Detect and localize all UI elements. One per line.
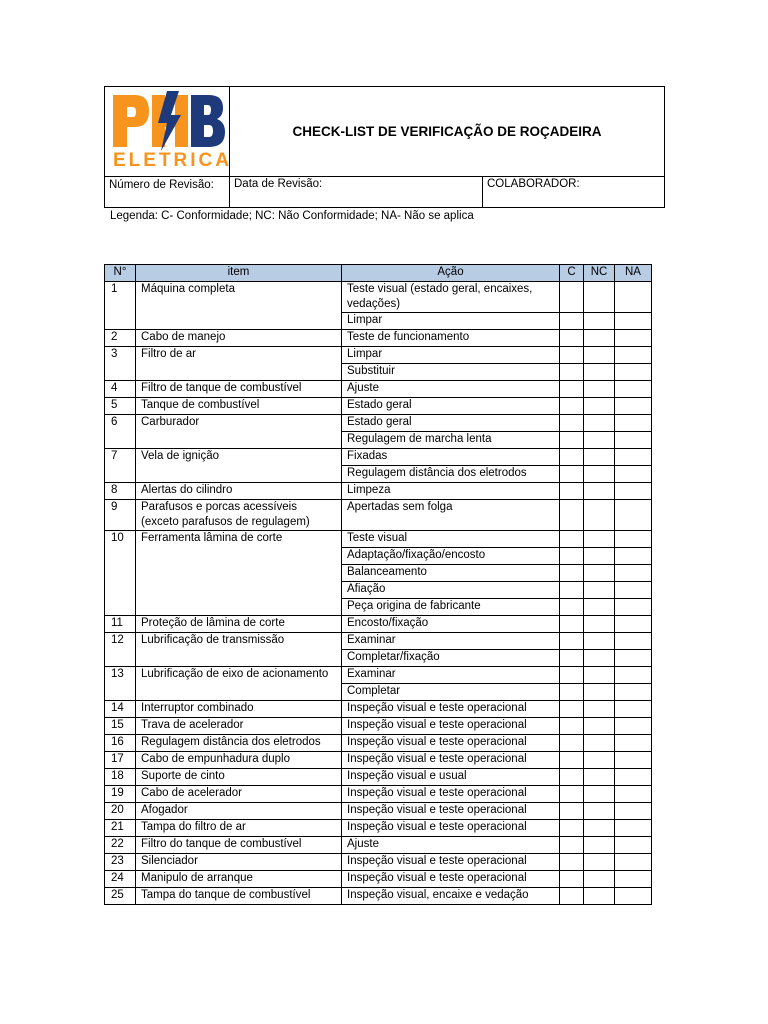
row-action: Teste de funcionamento [342, 330, 560, 347]
row-item: Parafusos e porcas acessíveis (exceto parafusos de regulagem) [136, 500, 342, 531]
checkbox-c[interactable] [560, 398, 584, 415]
checkbox-c[interactable] [560, 347, 584, 364]
row-item: Carburador [136, 415, 342, 449]
row-action: Inspeção visual e usual [342, 769, 560, 786]
row-number: 4 [105, 381, 136, 398]
row-action: Estado geral [342, 415, 560, 432]
row-number: 12 [105, 633, 136, 667]
row-number: 24 [105, 871, 136, 888]
row-action: Inspeção visual e teste operacional [342, 718, 560, 735]
checkbox-na[interactable] [615, 415, 652, 432]
row-item: Ferramenta lâmina de corte [136, 531, 342, 616]
column-header-nc: NC [584, 265, 615, 282]
table-row [105, 718, 652, 735]
row-item: Filtro de tanque de combustível [136, 381, 342, 398]
checkbox-c[interactable] [560, 667, 584, 684]
row-number: 20 [105, 803, 136, 820]
checkbox-c[interactable] [560, 888, 584, 905]
table-row [105, 282, 652, 313]
checkbox-na[interactable] [615, 735, 652, 752]
row-item: Tampa do filtro de ar [136, 820, 342, 837]
checkbox-na[interactable] [615, 282, 652, 313]
row-item: Trava de acelerador [136, 718, 342, 735]
table-header-row [105, 265, 652, 282]
row-number: 5 [105, 398, 136, 415]
checkbox-nc[interactable] [584, 786, 615, 803]
row-action: Limpeza [342, 483, 560, 500]
checkbox-c[interactable] [560, 684, 584, 701]
checkbox-c[interactable] [560, 364, 584, 381]
checkbox-c[interactable] [560, 718, 584, 735]
checkbox-nc[interactable] [584, 633, 615, 650]
row-action: Inspeção visual e teste operacional [342, 786, 560, 803]
table-row [105, 531, 652, 548]
row-number: 6 [105, 415, 136, 449]
checkbox-na[interactable] [615, 854, 652, 871]
row-item: Tampa do tanque de combustível [136, 888, 342, 905]
checkbox-na[interactable] [615, 347, 652, 364]
checkbox-c[interactable] [560, 752, 584, 769]
checkbox-na[interactable] [615, 820, 652, 837]
row-number: 25 [105, 888, 136, 905]
row-action: Regulagem de marcha lenta [342, 432, 560, 449]
checkbox-nc[interactable] [584, 398, 615, 415]
row-item: Interruptor combinado [136, 701, 342, 718]
row-action: Inspeção visual e teste operacional [342, 701, 560, 718]
row-number: 13 [105, 667, 136, 701]
checkbox-nc[interactable] [584, 599, 615, 616]
row-item: Lubrificação de transmissão [136, 633, 342, 667]
checkbox-na[interactable] [615, 616, 652, 633]
row-action: Peça origina de fabricante [342, 599, 560, 616]
checkbox-na[interactable] [615, 633, 652, 650]
checkbox-c[interactable] [560, 769, 584, 786]
checkbox-c[interactable] [560, 616, 584, 633]
revision-date-field[interactable]: Data de Revisão: [230, 177, 483, 208]
checkbox-na[interactable] [615, 531, 652, 548]
row-item: Suporte de cinto [136, 769, 342, 786]
row-action: Completar [342, 684, 560, 701]
checkbox-c[interactable] [560, 449, 584, 466]
table-row [105, 837, 652, 854]
checkbox-c[interactable] [560, 548, 584, 565]
table-row [105, 735, 652, 752]
row-number: 11 [105, 616, 136, 633]
row-item: Cabo de acelerador [136, 786, 342, 803]
row-action: Inspeção visual e teste operacional [342, 735, 560, 752]
checkbox-c[interactable] [560, 803, 584, 820]
row-item: Vela de ignição [136, 449, 342, 483]
checkbox-c[interactable] [560, 432, 584, 449]
row-item: Manipulo de arranque [136, 871, 342, 888]
checkbox-c[interactable] [560, 650, 584, 667]
row-number: 2 [105, 330, 136, 347]
column-header-item: item [136, 265, 342, 282]
checkbox-na[interactable] [615, 888, 652, 905]
revision-number-field[interactable]: Número de Revisão: [105, 177, 230, 208]
row-action: Limpar [342, 313, 560, 330]
row-action: Inspeção visual e teste operacional [342, 820, 560, 837]
table-row [105, 820, 652, 837]
row-action: Ajuste [342, 381, 560, 398]
table-row [105, 769, 652, 786]
checkbox-nc[interactable] [584, 854, 615, 871]
row-action: Examinar [342, 667, 560, 684]
row-number: 9 [105, 500, 136, 531]
checkbox-na[interactable] [615, 650, 652, 667]
checkbox-na[interactable] [615, 871, 652, 888]
checkbox-na[interactable] [615, 364, 652, 381]
row-item: Cabo de manejo [136, 330, 342, 347]
table-row [105, 701, 652, 718]
table-row [105, 415, 652, 432]
checkbox-na[interactable] [615, 769, 652, 786]
row-action: Balanceamento [342, 565, 560, 582]
row-item: Filtro do tanque de combustível [136, 837, 342, 854]
checkbox-nc[interactable] [584, 415, 615, 432]
checkbox-na[interactable] [615, 837, 652, 854]
checkbox-na[interactable] [615, 565, 652, 582]
checkbox-c[interactable] [560, 735, 584, 752]
row-item: Máquina completa [136, 282, 342, 330]
checkbox-nc[interactable] [584, 282, 615, 313]
checkbox-nc[interactable] [584, 820, 615, 837]
table-row [105, 803, 652, 820]
table-row [105, 483, 652, 500]
table-row [105, 854, 652, 871]
checkbox-nc[interactable] [584, 330, 615, 347]
checkbox-c[interactable] [560, 313, 584, 330]
row-number: 18 [105, 769, 136, 786]
row-action: Completar/fixação [342, 650, 560, 667]
checkbox-c[interactable] [560, 854, 584, 871]
checkbox-c[interactable] [560, 599, 584, 616]
row-action: Afiação [342, 582, 560, 599]
checkbox-na[interactable] [615, 548, 652, 565]
checkbox-nc[interactable] [584, 616, 615, 633]
table-row [105, 381, 652, 398]
checkbox-nc[interactable] [584, 364, 615, 381]
checkbox-na[interactable] [615, 684, 652, 701]
checkbox-na[interactable] [615, 582, 652, 599]
checkbox-nc[interactable] [584, 667, 615, 684]
row-number: 8 [105, 483, 136, 500]
table-row [105, 667, 652, 684]
row-item: Alertas do cilindro [136, 483, 342, 500]
checklist-table [104, 264, 652, 905]
checkbox-c[interactable] [560, 786, 584, 803]
checkbox-c[interactable] [560, 282, 584, 313]
checkbox-c[interactable] [560, 871, 584, 888]
row-action: Encosto/fixação [342, 616, 560, 633]
checkbox-c[interactable] [560, 582, 584, 599]
checkbox-nc[interactable] [584, 483, 615, 500]
table-row [105, 752, 652, 769]
checkbox-c[interactable] [560, 483, 584, 500]
checkbox-nc[interactable] [584, 466, 615, 483]
legend-text: Legenda: C- Conformidade; NC: Não Conformidade; NA- Não se aplica [110, 210, 474, 222]
row-item: Cabo de empunhadura duplo [136, 752, 342, 769]
table-row [105, 888, 652, 905]
table-row [105, 786, 652, 803]
row-action: Substituir [342, 364, 560, 381]
column-header-c: C [560, 265, 584, 282]
checkbox-nc[interactable] [584, 548, 615, 565]
row-number: 10 [105, 531, 136, 616]
row-item: Proteção de lâmina de corte [136, 616, 342, 633]
row-action: Inspeção visual e teste operacional [342, 871, 560, 888]
row-number: 23 [105, 854, 136, 871]
checkbox-c[interactable] [560, 565, 584, 582]
checkbox-na[interactable] [615, 599, 652, 616]
table-row [105, 398, 652, 415]
row-item: Lubrificação de eixo de acionamento [136, 667, 342, 701]
checkbox-c[interactable] [560, 415, 584, 432]
checkbox-na[interactable] [615, 667, 652, 684]
checkbox-nc[interactable] [584, 769, 615, 786]
checkbox-c[interactable] [560, 500, 584, 531]
checkbox-nc[interactable] [584, 500, 615, 531]
row-action: Inspeção visual e teste operacional [342, 854, 560, 871]
row-number: 17 [105, 752, 136, 769]
checkbox-nc[interactable] [584, 718, 615, 735]
checkbox-c[interactable] [560, 837, 584, 854]
row-action: Estado geral [342, 398, 560, 415]
table-row [105, 347, 652, 364]
row-action: Examinar [342, 633, 560, 650]
row-action: Inspeção visual e teste operacional [342, 803, 560, 820]
checkbox-c[interactable] [560, 381, 584, 398]
checkbox-nc[interactable] [584, 650, 615, 667]
checkbox-na[interactable] [615, 701, 652, 718]
checkbox-c[interactable] [560, 820, 584, 837]
collaborator-field[interactable]: COLABORADOR: [487, 178, 580, 190]
checkbox-na[interactable] [615, 313, 652, 330]
checkbox-c[interactable] [560, 701, 584, 718]
row-action: Inspeção visual, encaixe e vedação [342, 888, 560, 905]
checkbox-nc[interactable] [584, 381, 615, 398]
row-item: Afogador [136, 803, 342, 820]
column-header-number: N° [105, 265, 136, 282]
table-row [105, 500, 652, 531]
checkbox-nc[interactable] [584, 684, 615, 701]
row-action: Adaptação/fixação/encosto [342, 548, 560, 565]
checkbox-nc[interactable] [584, 701, 615, 718]
row-item: Filtro de ar [136, 347, 342, 381]
row-action: Apertadas sem folga [342, 500, 560, 531]
checkbox-nc[interactable] [584, 313, 615, 330]
checkbox-nc[interactable] [584, 735, 615, 752]
checkbox-c[interactable] [560, 633, 584, 650]
checkbox-c[interactable] [560, 330, 584, 347]
checkbox-c[interactable] [560, 531, 584, 548]
table-row [105, 871, 652, 888]
row-number: 22 [105, 837, 136, 854]
row-action: Teste visual [342, 531, 560, 548]
checkbox-na[interactable] [615, 752, 652, 769]
row-action: Fixadas [342, 449, 560, 466]
row-action: Regulagem distância dos eletrodos [342, 466, 560, 483]
checkbox-na[interactable] [615, 718, 652, 735]
checkbox-na[interactable] [615, 398, 652, 415]
checkbox-na[interactable] [615, 381, 652, 398]
row-number: 1 [105, 282, 136, 330]
checkbox-nc[interactable] [584, 449, 615, 466]
checkbox-nc[interactable] [584, 432, 615, 449]
checkbox-na[interactable] [615, 500, 652, 531]
checkbox-nc[interactable] [584, 871, 615, 888]
logo-subtext: ELETRICA [113, 150, 232, 171]
document-title: CHECK-LIST DE VERIFICAÇÃO DE ROÇADEIRA [292, 124, 602, 139]
checkbox-nc[interactable] [584, 347, 615, 364]
revision-row [105, 176, 664, 208]
row-number: 3 [105, 347, 136, 381]
checkbox-na[interactable] [615, 449, 652, 466]
table-row [105, 633, 652, 650]
row-item: Silenciador [136, 854, 342, 871]
row-number: 19 [105, 786, 136, 803]
checkbox-na[interactable] [615, 432, 652, 449]
checkbox-nc[interactable] [584, 837, 615, 854]
checkbox-nc[interactable] [584, 565, 615, 582]
row-action: Ajuste [342, 837, 560, 854]
checkbox-na[interactable] [615, 483, 652, 500]
row-item: Tanque de combustível [136, 398, 342, 415]
row-action: Teste visual (estado geral, encaixes, vedações) [342, 282, 560, 313]
row-number: 15 [105, 718, 136, 735]
row-action: Inspeção visual e teste operacional [342, 752, 560, 769]
checkbox-na[interactable] [615, 803, 652, 820]
table-row [105, 449, 652, 466]
row-number: 16 [105, 735, 136, 752]
checkbox-nc[interactable] [584, 888, 615, 905]
checkbox-na[interactable] [615, 330, 652, 347]
column-header-action: Ação [342, 265, 560, 282]
row-number: 21 [105, 820, 136, 837]
checkbox-nc[interactable] [584, 803, 615, 820]
row-number: 14 [105, 701, 136, 718]
checkbox-nc[interactable] [584, 582, 615, 599]
row-number: 7 [105, 449, 136, 483]
checkbox-nc[interactable] [584, 752, 615, 769]
checkbox-c[interactable] [560, 466, 584, 483]
row-item: Regulagem distância dos eletrodos [136, 735, 342, 752]
checklist-body [105, 282, 652, 905]
table-row [105, 330, 652, 347]
row-action: Limpar [342, 347, 560, 364]
company-logo [105, 87, 230, 176]
checkbox-na[interactable] [615, 466, 652, 483]
checkbox-na[interactable] [615, 786, 652, 803]
checkbox-nc[interactable] [584, 531, 615, 548]
column-header-na: NA [615, 265, 652, 282]
document-header [104, 86, 665, 208]
table-row [105, 616, 652, 633]
